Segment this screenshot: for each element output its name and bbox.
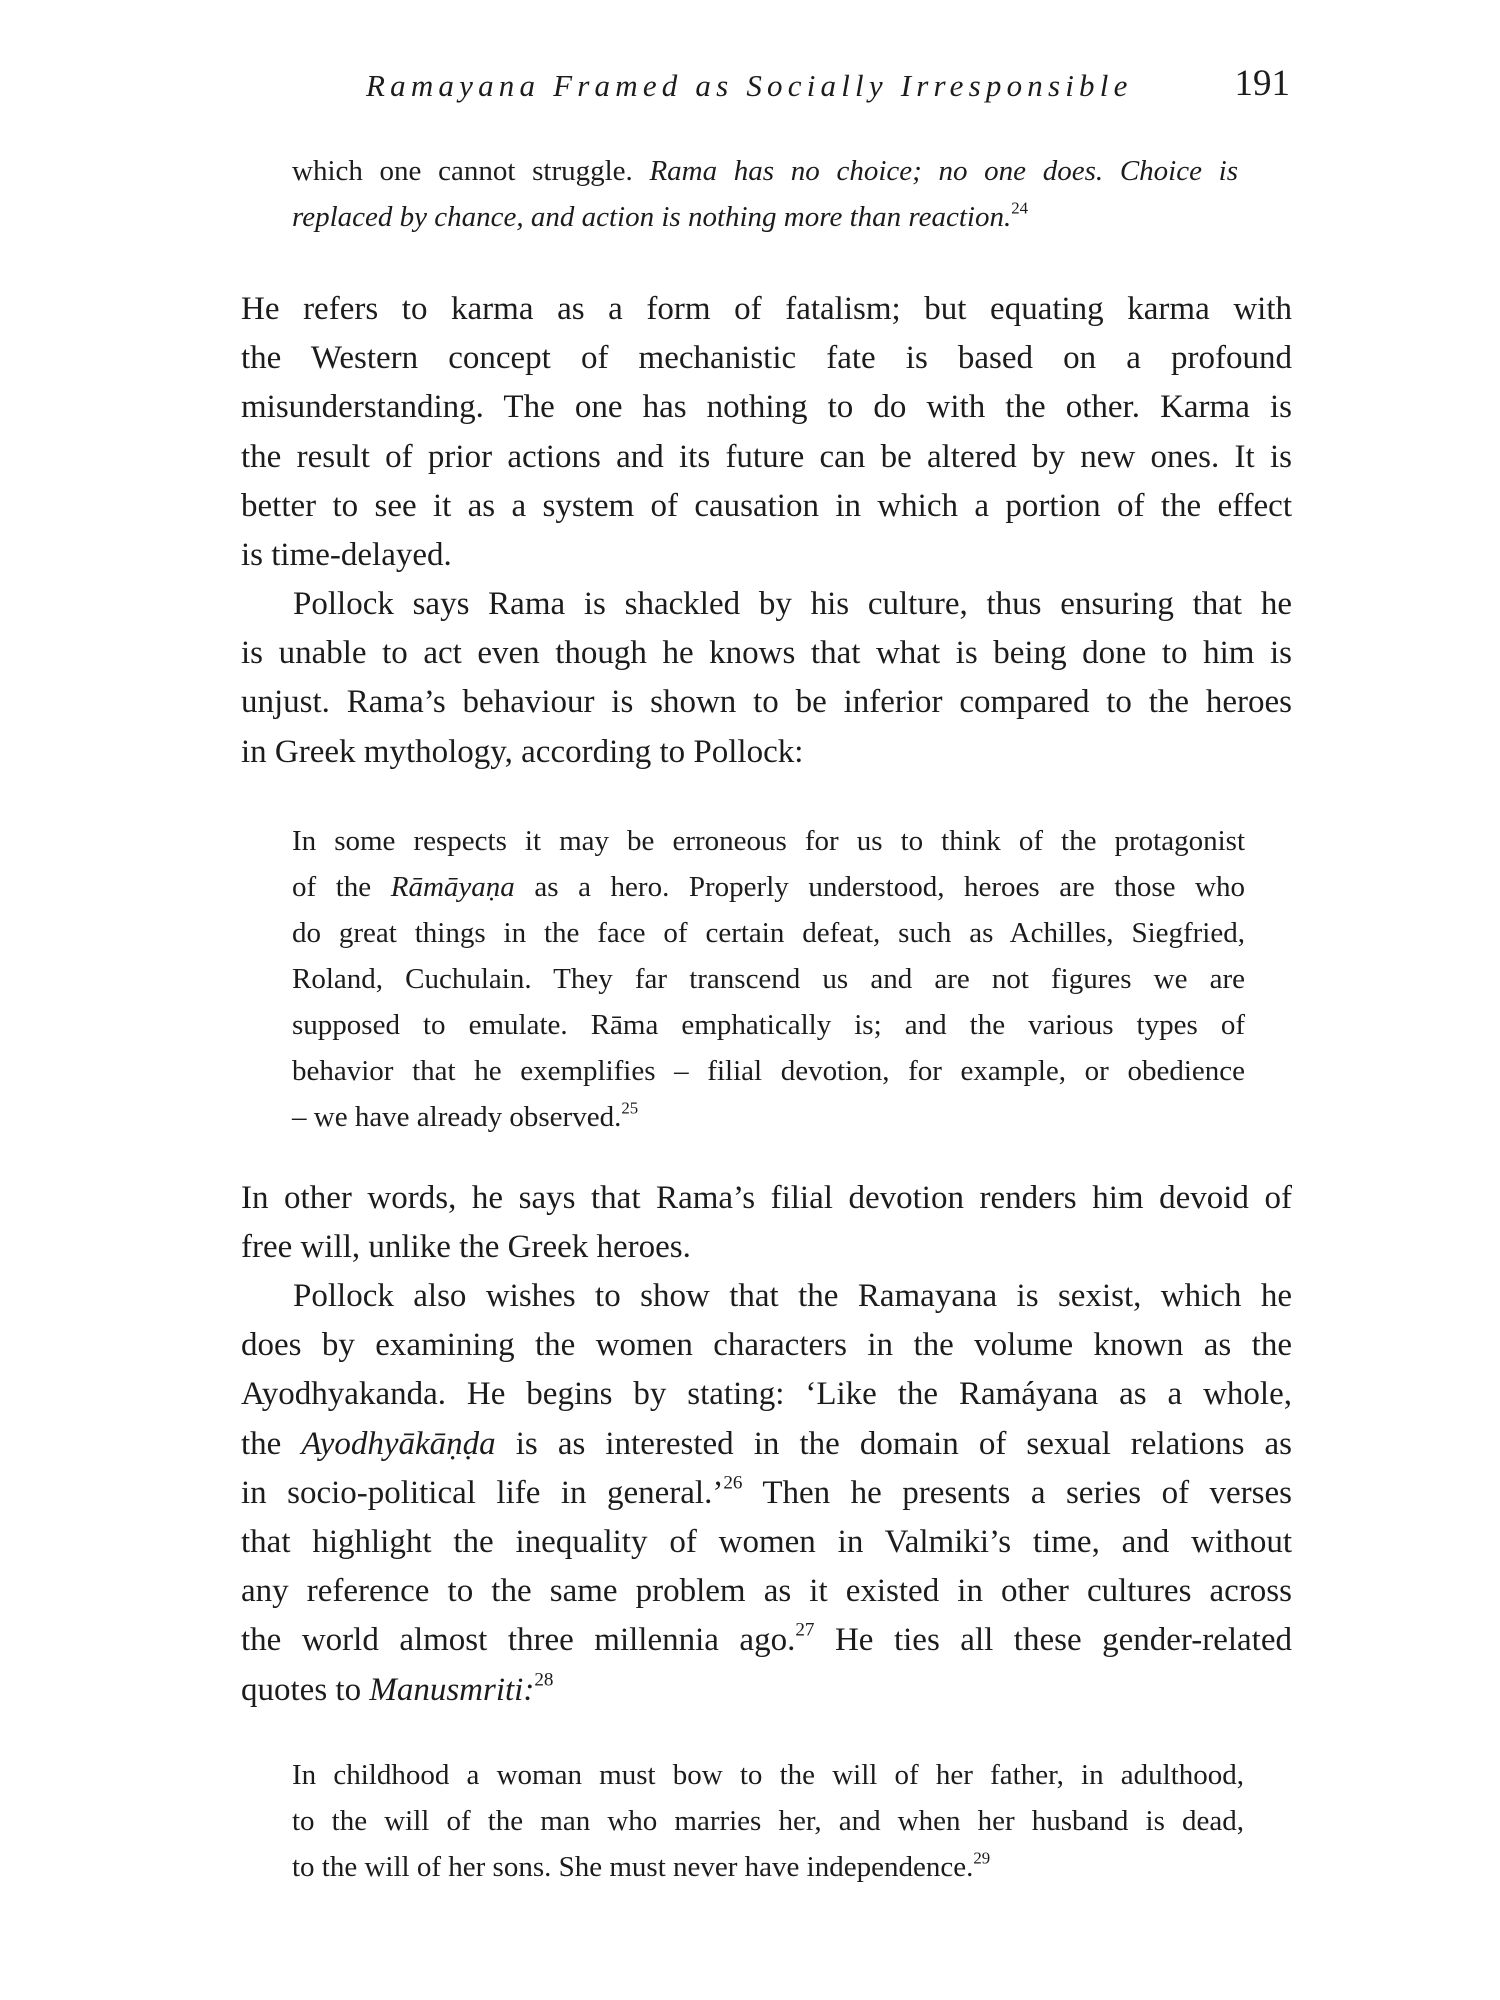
paragraph-line: the result of prior actions and its future can be altered by new ones. It is — [241, 438, 1292, 475]
paragraph-3 — [241, 1174, 1292, 1272]
block-quote-2 — [292, 818, 1245, 1140]
quote-line: which one cannot struggle. Rama has no choice; no one does. Choice is — [292, 155, 1238, 187]
footnote-ref: 28 — [534, 1669, 554, 1691]
footnote-ref: 24 — [1011, 198, 1029, 218]
paragraph-line: unjust. Rama’s behaviour is shown to be inferior compared to the heroes — [241, 684, 1292, 721]
quote-line: of the Rāmāyaṇa as a hero. Properly understood, heroes are those who — [292, 871, 1246, 903]
block-quote-3 — [292, 1752, 1244, 1890]
paragraph-line: He refers to karma as a form of fatalism; but equating karma with — [241, 291, 1292, 327]
paragraph-line: in socio-political life in general.’$^{26}$ Then he presents a series of verses — [241, 1472, 1292, 1511]
footnote-ref: 25 — [621, 1098, 639, 1118]
quote-line: to the will of the man who marries her, and when her husband is dead, — [292, 1805, 1244, 1837]
paragraph-line: free will, unlike the Greek heroes. — [241, 1229, 691, 1266]
paragraph-line: Ayodhyakanda. He begins by stating: ‘Like the Ramáyana as a whole, — [241, 1376, 1292, 1413]
paragraph-line: in Greek mythology, according to Pollock: — [241, 733, 804, 770]
paragraph-line: misunderstanding. The one has nothing to do with the other. Karma is — [241, 389, 1292, 426]
paragraph-line: quotes to Manusmriti:$^{28}$ — [241, 1669, 554, 1708]
paragraph-line: any reference to the same problem as it existed in other cultures across — [241, 1573, 1292, 1610]
quote-line: do great things in the face of certain defeat, such as Achilles, Siegfried, — [292, 917, 1245, 949]
paragraph-4 — [241, 1272, 1292, 1715]
quote-line: supposed to emulate. Rāma emphatically is; and the various types of — [292, 1009, 1245, 1041]
paragraph-line: the world almost three millennia ago.$^{27}$ He ties all these gender-related — [241, 1620, 1292, 1659]
paragraph-line: does by examining the women characters in the volume known as the — [241, 1327, 1292, 1364]
block-quote-1 — [292, 148, 1238, 240]
paragraph-line: that highlight the inequality of women in Valmiki’s time, and without — [241, 1524, 1292, 1561]
running-head-title: Ramayana Framed as Socially Irresponsible — [366, 68, 1133, 103]
quote-line: Roland, Cuchulain. They far transcend us and are not figures we are — [292, 963, 1245, 995]
paragraph-line: the Ayodhyākāṇḍa is as interested in the domain of sexual relations as — [241, 1425, 1292, 1462]
footnote-ref: 26 — [723, 1472, 743, 1494]
quote-line: behavior that he exemplifies – filial devotion, for example, or obedience — [292, 1055, 1245, 1087]
page-number: 191 — [1234, 63, 1290, 104]
paragraph-line: In other words, he says that Rama’s filial devotion renders him devoid of — [241, 1180, 1292, 1216]
quote-line: – we have already observed.$^{25}$ — [292, 1098, 639, 1133]
quote-line: replaced by chance, and action is nothing more than reaction.$^{24}$ — [292, 198, 1029, 233]
quote-line: In some respects it may be erroneous for us to think of the protagonist — [292, 825, 1245, 857]
paragraph-line: Pollock also wishes to show that the Ramayana is sexist, which he — [293, 1278, 1292, 1314]
paragraph-line: better to see it as a system of causation in which a portion of the effect — [241, 487, 1292, 524]
footnote-ref: 27 — [795, 1620, 815, 1642]
quote-line: In childhood a woman must bow to the will of her father, in adulthood, — [292, 1759, 1244, 1791]
quote-line: to the will of her sons. She must never have independence.$^{29}$ — [292, 1848, 991, 1883]
paragraph-line: is time-delayed. — [241, 537, 452, 574]
paragraph-2 — [241, 580, 1292, 777]
paragraph-line: is unable to act even though he knows that what is being done to him is — [241, 635, 1292, 672]
paragraph-1 — [241, 285, 1292, 580]
paragraph-line: Pollock says Rama is shackled by his culture, thus ensuring that he — [293, 586, 1292, 622]
footnote-ref: 29 — [973, 1848, 991, 1868]
paragraph-line: the Western concept of mechanistic fate is based on a profound — [241, 340, 1292, 377]
running-head — [366, 62, 1290, 112]
